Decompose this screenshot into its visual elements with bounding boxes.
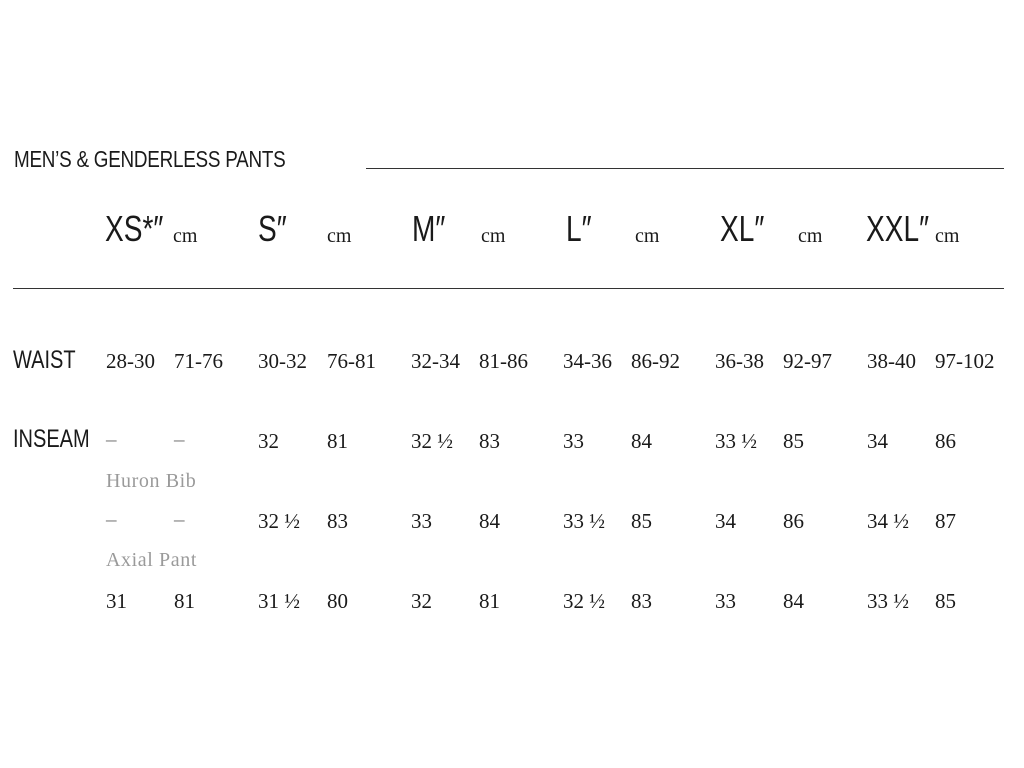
waist-l-in: 34-36 xyxy=(563,349,612,373)
size-xl-label: XL″ xyxy=(720,208,765,249)
waist-l-cm: 86-92 xyxy=(631,349,680,373)
inseam-s-cm: 81 xyxy=(327,429,348,453)
inseam-m-in: 32 ½ xyxy=(411,429,453,453)
huron-xs-in: – xyxy=(106,507,117,531)
axial-s-cm: 80 xyxy=(327,589,348,613)
axial-xl-cm: 84 xyxy=(783,589,804,613)
inseam-xs-in: – xyxy=(106,427,117,451)
axial-xs-cm: 81 xyxy=(174,589,195,613)
size-s-label: S″ xyxy=(258,208,287,249)
waist-xs-in: 28-30 xyxy=(106,349,155,373)
huron-xxl-in: 34 ½ xyxy=(867,509,909,533)
waist-m-cm: 81-86 xyxy=(479,349,528,373)
waist-xl-cm: 92-97 xyxy=(783,349,832,373)
axial-m-cm: 81 xyxy=(479,589,500,613)
huron-xl-cm: 86 xyxy=(783,509,804,533)
huron-s-cm: 83 xyxy=(327,509,348,533)
axial-m-in: 32 xyxy=(411,589,432,613)
huron-xl-in: 34 xyxy=(715,509,736,533)
size-xs-unit: cm xyxy=(173,225,198,247)
inseam-m-cm: 83 xyxy=(479,429,500,453)
size-s-unit: cm xyxy=(327,225,352,247)
size-l-unit: cm xyxy=(635,225,660,247)
huron-l-in: 33 ½ xyxy=(563,509,605,533)
title-rule xyxy=(366,168,1004,169)
size-m-label: M″ xyxy=(412,208,446,249)
axial-xxl-in: 33 ½ xyxy=(867,589,909,613)
sublabel-axial-pant: Axial Pant xyxy=(106,549,197,571)
axial-l-cm: 83 xyxy=(631,589,652,613)
inseam-xl-in: 33 ½ xyxy=(715,429,757,453)
size-xs-label: XS*″ xyxy=(105,208,164,249)
axial-s-in: 31 ½ xyxy=(258,589,300,613)
waist-s-in: 30-32 xyxy=(258,349,307,373)
axial-xl-in: 33 xyxy=(715,589,736,613)
huron-s-in: 32 ½ xyxy=(258,509,300,533)
size-xxl-unit: cm xyxy=(935,225,960,247)
huron-xs-cm: – xyxy=(174,507,185,531)
waist-m-in: 32-34 xyxy=(411,349,460,373)
axial-xxl-cm: 85 xyxy=(935,589,956,613)
axial-xs-in: 31 xyxy=(106,589,127,613)
waist-xxl-in: 38-40 xyxy=(867,349,916,373)
inseam-xxl-cm: 86 xyxy=(935,429,956,453)
waist-s-cm: 76-81 xyxy=(327,349,376,373)
inseam-xs-cm: – xyxy=(174,427,185,451)
size-xl-unit: cm xyxy=(798,225,823,247)
inseam-xl-cm: 85 xyxy=(783,429,804,453)
axial-l-in: 32 ½ xyxy=(563,589,605,613)
size-l-label: L″ xyxy=(566,208,592,249)
page-title: MEN’S & GENDERLESS PANTS xyxy=(14,146,286,172)
huron-m-cm: 84 xyxy=(479,509,500,533)
sublabel-huron-bib: Huron Bib xyxy=(106,470,197,492)
row-label-inseam: INSEAM xyxy=(13,425,90,453)
size-m-unit: cm xyxy=(481,225,506,247)
huron-m-in: 33 xyxy=(411,509,432,533)
inseam-l-in: 33 xyxy=(563,429,584,453)
row-label-waist: WAIST xyxy=(13,346,76,374)
inseam-s-in: 32 xyxy=(258,429,279,453)
huron-xxl-cm: 87 xyxy=(935,509,956,533)
inseam-l-cm: 84 xyxy=(631,429,652,453)
huron-l-cm: 85 xyxy=(631,509,652,533)
size-xxl-label: XXL″ xyxy=(866,208,930,249)
waist-xxl-cm: 97-102 xyxy=(935,349,995,373)
header-rule xyxy=(13,288,1004,289)
waist-xl-in: 36-38 xyxy=(715,349,764,373)
inseam-xxl-in: 34 xyxy=(867,429,888,453)
waist-xs-cm: 71-76 xyxy=(174,349,223,373)
